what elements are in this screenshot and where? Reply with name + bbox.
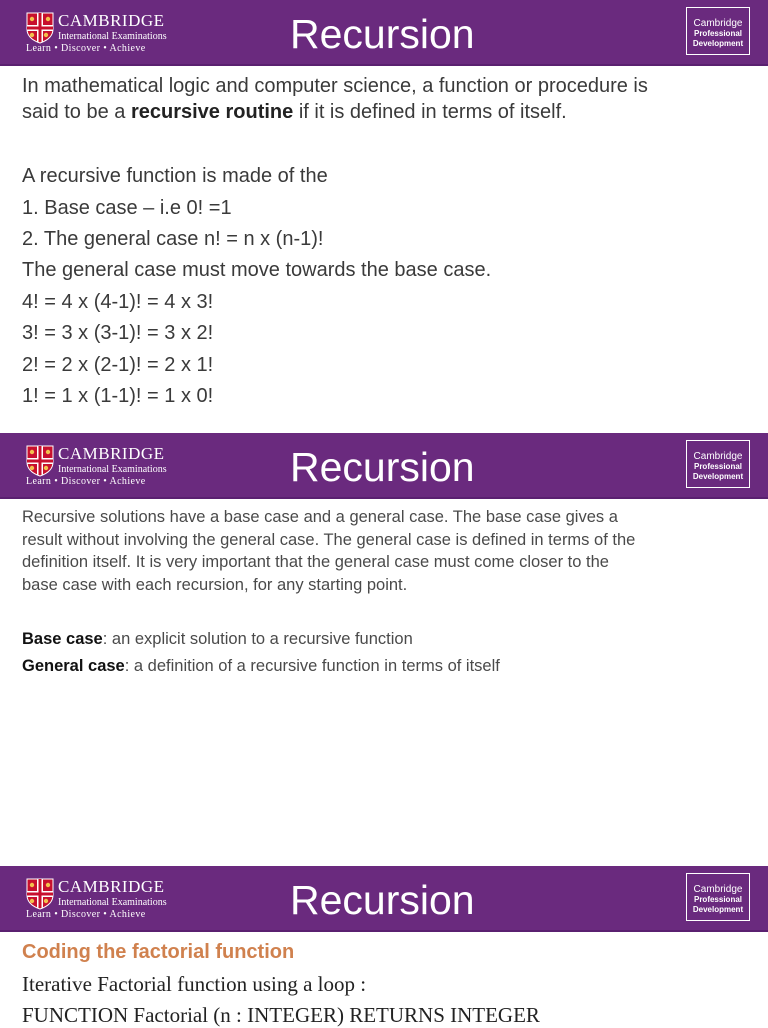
intro-line-2: said to be a recursive routine if it is defined in terms of itself.: [22, 101, 567, 123]
paragraph-line: definition itself. It is very important that the general case must come closer to the: [22, 553, 609, 571]
shield-icon: [26, 878, 54, 910]
body-line: 3! = 3 x (3-1)! = 3 x 2!: [22, 322, 214, 344]
brand-tagline: Learn • Discover • Achieve: [26, 909, 146, 920]
brand-subtitle: International Examinations: [58, 897, 167, 908]
brand-name: CAMBRIDGE: [58, 877, 165, 896]
cambridge-logo: [24, 11, 194, 59]
cpd-badge: Cambridge Professional Development: [686, 7, 750, 55]
paragraph-line: base case with each recursion, for any starting point.: [22, 576, 408, 594]
intro-line-1: In mathematical logic and computer science, a function or procedure is: [22, 75, 648, 97]
section-heading: Coding the factorial function: [22, 941, 295, 963]
recursive-routine-term: recursive routine: [130, 101, 294, 123]
body-line: Iterative Factorial function using a loop :: [22, 972, 367, 996]
slide-1: [0, 0, 768, 433]
body-line: 2! = 2 x (2-1)! = 2 x 1!: [22, 354, 214, 376]
slide-header: [0, 866, 768, 932]
brand-tagline: Learn • Discover • Achieve: [26, 43, 146, 54]
body-line: 1! = 1 x (1-1)! = 1 x 0!: [22, 385, 214, 407]
paragraph-line: result without involving the general case. The general case is defined in terms of the: [22, 531, 636, 549]
slide-title: Recursion: [290, 444, 475, 490]
slide-title: Recursion: [290, 877, 475, 923]
body-line: A recursive function is made of the: [22, 165, 328, 187]
cpd-badge: Cambridge Professional Development: [686, 873, 750, 921]
brand-name: CAMBRIDGE: [58, 444, 165, 463]
shield-icon: [26, 12, 54, 44]
cambridge-logo: [24, 444, 194, 492]
body-line: The general case must move towards the base case.: [22, 259, 492, 281]
shield-icon: [26, 445, 54, 477]
cpd-badge: Cambridge Professional Development: [686, 440, 750, 488]
slide-title: Recursion: [290, 11, 475, 57]
body-line: 1. Base case – i.e 0! =1: [22, 197, 232, 219]
definition-base-case: Base case: an explicit solution to a recursive function: [22, 630, 413, 648]
paragraph-line: Recursive solutions have a base case and a general case. The base case gives a: [22, 508, 618, 526]
definition-general-case: General case: a definition of a recursive function in terms of itself: [22, 657, 500, 675]
slide-header: [0, 0, 768, 66]
slide-2: [0, 433, 768, 866]
slide-header: [0, 433, 768, 499]
body-line: 4! = 4 x (4-1)! = 4 x 3!: [22, 291, 214, 313]
cambridge-logo: [24, 877, 194, 925]
brand-subtitle: International Examinations: [58, 464, 167, 475]
brand-name: CAMBRIDGE: [58, 11, 165, 30]
pseudocode-line: FUNCTION Factorial (n : INTEGER) RETURNS INTEGER: [22, 1003, 540, 1027]
brand-tagline: Learn • Discover • Achieve: [26, 476, 146, 487]
body-line: 2. The general case n! = n x (n-1)!: [22, 228, 324, 250]
brand-subtitle: International Examinations: [58, 31, 167, 42]
